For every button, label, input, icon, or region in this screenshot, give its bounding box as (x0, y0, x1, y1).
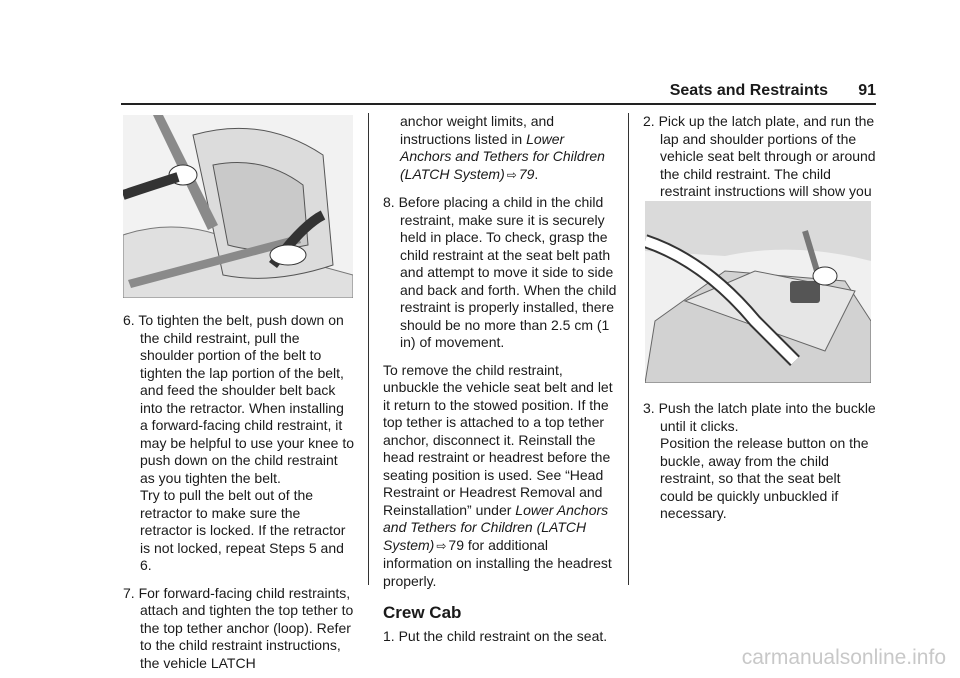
page-ref-icon: ⇨ (436, 538, 447, 553)
column-divider (628, 113, 629, 585)
page-ref-link[interactable]: 79 (518, 165, 535, 182)
crew-cab-step-1: 1. Put the child restraint on the seat. (383, 627, 608, 644)
child-restraint-tighten-illustration (123, 115, 353, 298)
column-1 (123, 312, 355, 672)
column-2 (383, 113, 618, 645)
header-rule (121, 103, 876, 105)
crew-cab-heading: Crew Cab (383, 603, 462, 622)
step-7-continued: anchor weight limits, and instructions listed in Lower Anchors and Tethers for Children (LATCH System) ⇨ 79. (400, 113, 605, 182)
crew-cab-step-2: 2. Pick up the latch plate, and run the lap and shoulder portions of the vehicle seat belt through or around the child restraint. The child restraint instructions will show you (643, 113, 876, 199)
page-ref-icon: ⇨ (506, 167, 517, 182)
section-title: Seats and Restraints (669, 82, 828, 99)
latch-plate-illustration (645, 201, 871, 383)
latch-reference-link[interactable]: Lower Anchors and Tethers for Children (LATCH System) (383, 501, 609, 553)
step-6: 6. To tighten the belt, push down on the child restraint, pull the shoulder portion of the belt to tighten the lap portion of the belt, and feed the shoulder belt back into the retractor. When installing a forward-facing child restraint, it may be helpful to use your knee to push down on the child restraint as you tighten the belt. (123, 312, 355, 486)
page-ref-link[interactable]: 79 (448, 536, 464, 553)
page-number: 91 (858, 82, 876, 99)
latch-reference-link[interactable]: Lower Anchors and Tethers for Children (LATCH System) (400, 130, 605, 182)
step-8: 8. Before placing a child in the child restraint, make sure it is securely held in place. To check, grasp the child restraint at the seat belt path and attempt to move it side to side and back and forth. When the child restraint is properly installed, there should be no more than 2.5 cm (1 in) of movement. (383, 194, 617, 350)
column-3-lower (643, 400, 876, 523)
column-divider (368, 113, 369, 585)
watermark: carmanualsonline.info (741, 646, 946, 669)
remove-paragraph: To remove the child restraint, unbuckle the vehicle seat belt and let it return to the stowed position. If the top tether is attached to a top tether anchor, disconnect it. Reinstall the head restraint or headrest before the seating position is used. See “Head Restraint or Headrest Removal and Reinstallation” under Lower Anchors and Tethers for Children (LATCH System) ⇨ 79 for additional information on installing the headrest properly. (383, 361, 613, 589)
crew-cab-step-3: 3. Push the latch plate into the buckle until it clicks. (643, 400, 876, 434)
crew-cab-step-3-note: Position the release button on the buckle, away from the child restraint, so that the seat belt could be quickly unbuckled if necessary. (660, 435, 869, 521)
step-6-note: Try to pull the belt out of the retractor to make sure the retractor is locked. If the retractor is not locked, repeat Steps 5 and 6. (140, 487, 346, 573)
step-7: 7. For forward-facing child restraints, attach and tighten the top tether to the top tether anchor (loop). Refer to the child restraint instructions, the vehicle LATCH (123, 584, 354, 671)
